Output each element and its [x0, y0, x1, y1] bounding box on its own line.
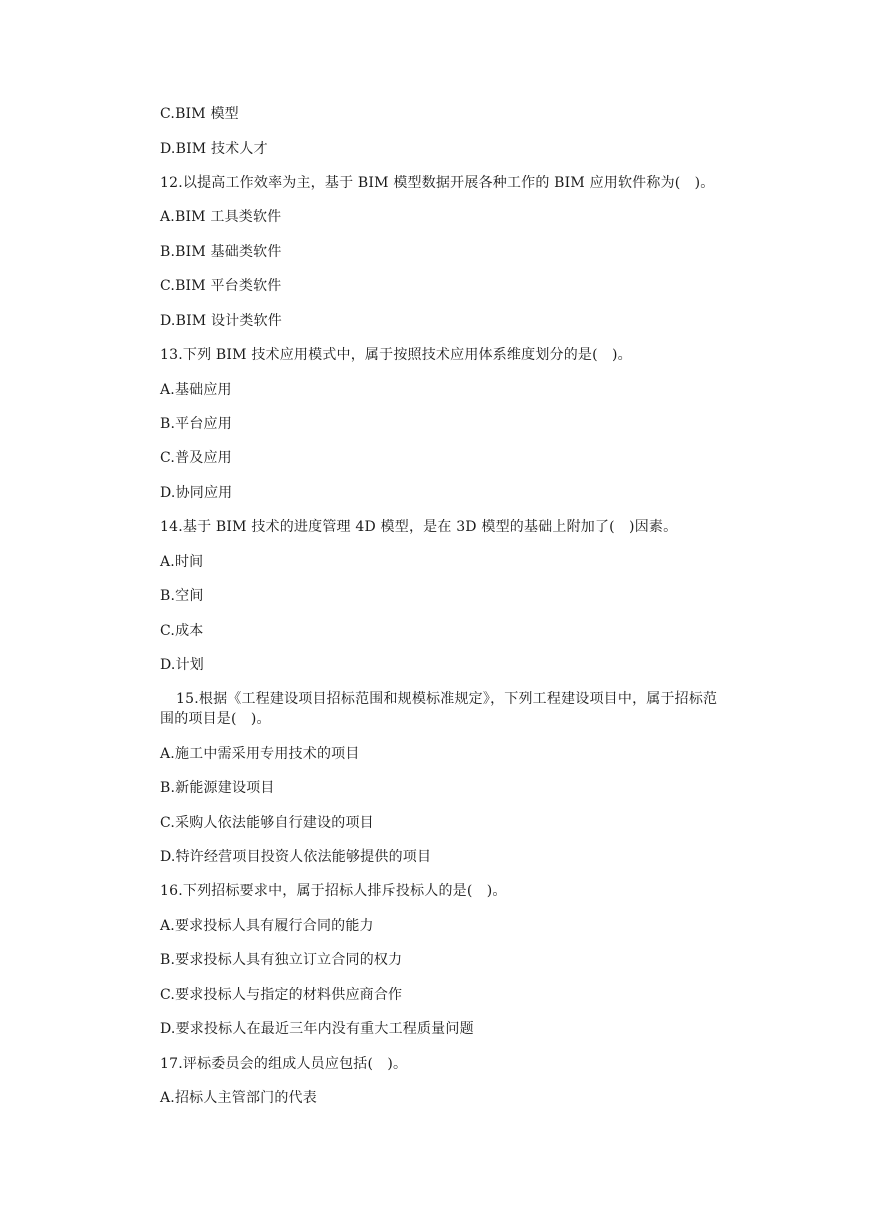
- option-c-q11: C.BIM 模型: [160, 106, 239, 122]
- option-c-q15: C.采购人依法能够自行建设的项目: [160, 815, 374, 831]
- option-b-q12: B.BIM 基础类软件: [160, 244, 282, 260]
- option-d-q12: D.BIM 设计类软件: [160, 313, 282, 329]
- option-b-q13: B.平台应用: [160, 416, 232, 432]
- question-14: 14.基于 BIM 技术的进度管理 4D 模型，是在 3D 模型的基础上附加了( )因素。: [160, 519, 678, 535]
- option-d-q15: D.特许经营项目投资人依法能够提供的项目: [160, 849, 432, 865]
- question-13: 13.下列 BIM 技术应用模式中，属于按照技术应用体系维度划分的是( )。: [160, 347, 632, 363]
- option-a-q12: A.BIM 工具类软件: [160, 209, 282, 225]
- option-c-q13: C.普及应用: [160, 450, 232, 466]
- option-d-q11: D.BIM 技术人才: [160, 141, 268, 157]
- question-15: 15.根据《工程建设项目招标范围和规模标准规定》，下列工程建设项目中，属于招标范围的项目是( )。: [160, 691, 718, 727]
- question-12: 12.以提高工作效率为主，基于 BIM 模型数据开展各种工作的 BIM 应用软件称为( )。: [160, 175, 715, 191]
- option-b-q14: B.空间: [160, 588, 204, 604]
- option-a-q13: A.基础应用: [160, 382, 232, 398]
- option-a-q14: A.时间: [160, 554, 204, 570]
- option-c-q14: C.成本: [160, 623, 204, 639]
- option-a-q15: A.施工中需采用专用技术的项目: [160, 746, 360, 762]
- question-16: 16.下列招标要求中，属于招标人排斥投标人的是( )。: [160, 883, 507, 899]
- option-a-q17: A.招标人主管部门的代表: [160, 1090, 317, 1106]
- option-a-q16: A.要求投标人具有履行合同的能力: [160, 918, 374, 934]
- question-17: 17.评标委员会的组成人员应包括( )。: [160, 1056, 408, 1072]
- option-d-q16: D.要求投标人在最近三年内没有重大工程质量问题: [160, 1021, 474, 1037]
- option-c-q16: C.要求投标人与指定的材料供应商合作: [160, 987, 403, 1003]
- option-d-q14: D.计划: [160, 657, 204, 673]
- option-c-q12: C.BIM 平台类软件: [160, 278, 282, 294]
- option-b-q15: B.新能源建设项目: [160, 780, 275, 796]
- option-d-q13: D.协同应用: [160, 485, 233, 501]
- option-b-q16: B.要求投标人具有独立订立合同的权力: [160, 952, 403, 968]
